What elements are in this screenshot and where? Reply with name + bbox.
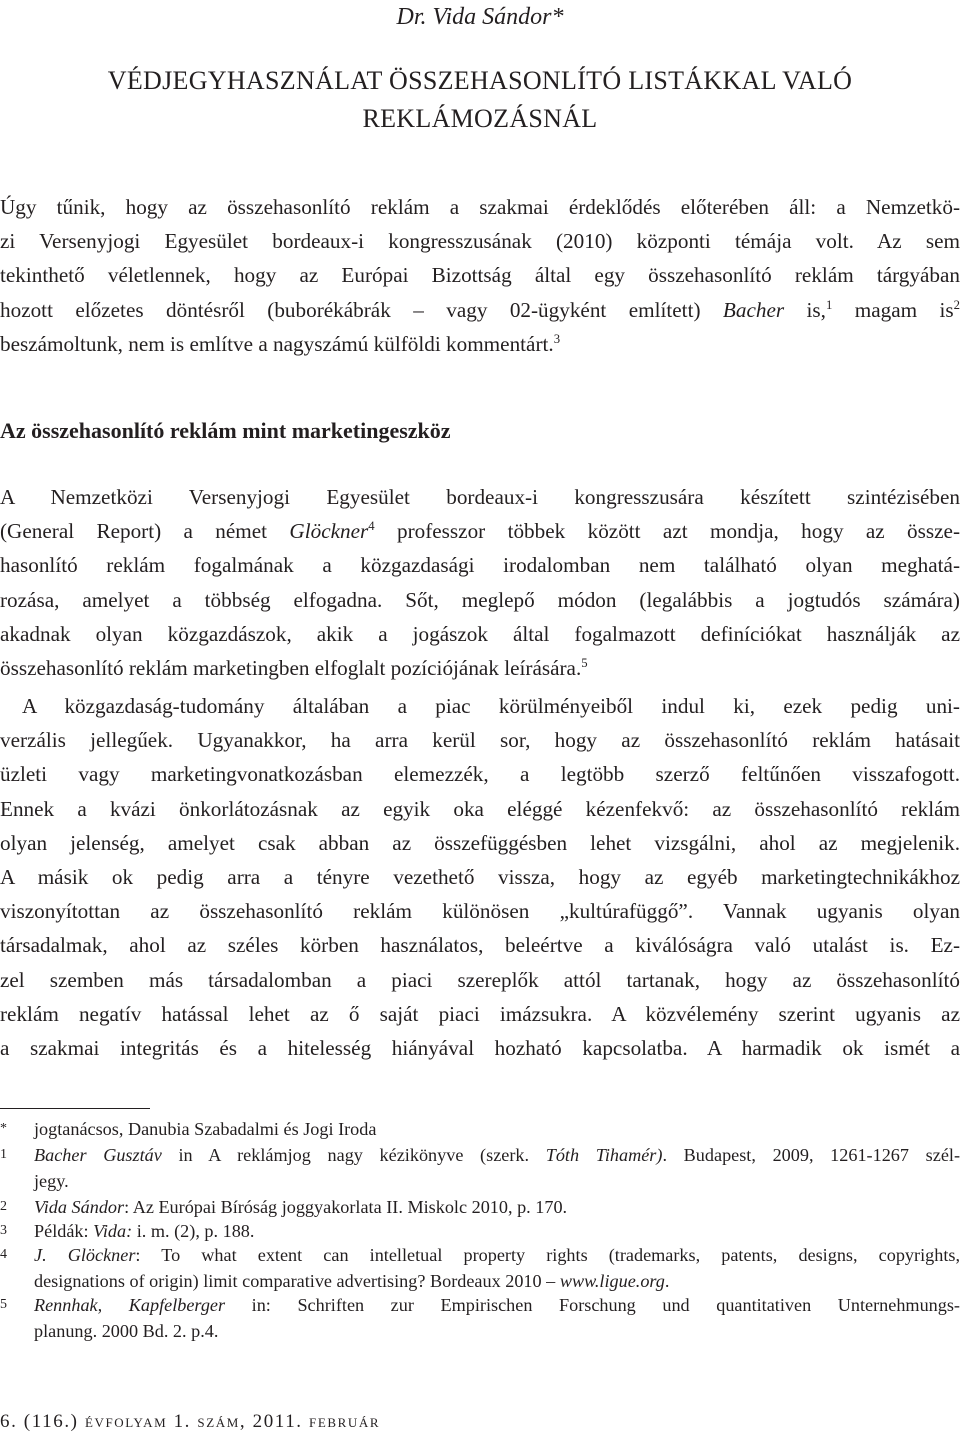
text-line	[0, 651, 960, 685]
footnote-text	[34, 1292, 960, 1318]
footnote-text	[34, 1218, 960, 1244]
italic-name: J. Glöckner	[34, 1245, 136, 1265]
text-run: beszámoltunk, nem is említve a nagyszámú külföldi kommentárt.	[0, 331, 554, 356]
footnote-mark: 4	[0, 1247, 7, 1262]
text-run: hozott előzetes döntésről (buborékábrák – vagy 02-ügyként említett)	[0, 297, 723, 322]
italic-name: Bacher Gusztáv	[34, 1145, 162, 1165]
text-line: rozása, amelyet a többség elfogadna. Sőt, meglepő módon (legalábbis a jogtudós számára)	[0, 587, 960, 612]
text-run: .	[664, 1271, 670, 1291]
text-line: viszonyítottan az összehasonlító reklám különösen „kultúrafüggő”. Vannak ugyanis olyan	[0, 899, 960, 924]
footnote-ref: 1	[825, 297, 833, 312]
italic-name: Rennhak, Kapfelberger	[34, 1295, 226, 1315]
footnote-ref: 5	[581, 655, 588, 670]
text-line	[0, 514, 960, 548]
footnote-mark: 5	[0, 1297, 7, 1312]
text-line: társadalmak, ahol az széles körben használatos, beleértve a kiválóságra való utalást is. Ez-	[0, 933, 960, 958]
footnote-mark: 1	[0, 1147, 7, 1162]
text-run: : Az Európai Bíróság joggyakorlata II. Miskolc 2010, p. 170.	[124, 1197, 568, 1217]
italic-name: Bacher	[722, 297, 785, 322]
text-run: is,	[784, 297, 826, 322]
footnote-text: planung. 2000 Bd. 2. p.4.	[34, 1321, 219, 1341]
footnote-ref: 4	[368, 519, 375, 534]
footnote-text	[34, 1268, 960, 1294]
author-line: Dr. Vida Sándor*	[396, 4, 564, 30]
footnote-text	[34, 1194, 960, 1220]
text-line: Úgy tűnik, hogy az összehasonlító reklám a szakmai érdeklődés előterében áll: a Nemzetkö-	[0, 195, 960, 219]
text-line	[0, 293, 960, 327]
text-line: A közgazdaság-tudomány általában a piac körülményeiből indul ki, ezek pedig uni-	[22, 694, 960, 718]
footnote-mark: *	[0, 1121, 7, 1136]
footnote-link[interactable]: www.ligue.org	[559, 1271, 665, 1291]
text-line: zel szemben más társadalomban a piaci szereplők attól tartanak, hogy az összehasonlító	[0, 967, 960, 992]
italic-name: Tóth Tihamér)	[545, 1145, 663, 1165]
text-line: hasonlító reklám fogalmának a közgazdasági irodalomban nem található olyan meghatá-	[0, 553, 960, 578]
footnote-text	[34, 1142, 960, 1168]
intro-paragraph	[0, 190, 960, 361]
title-line-2: REKLÁMOZÁSNÁL	[362, 104, 598, 133]
text-line: A Nemzetközi Versenyjogi Egyesület bordeaux-i kongresszusára készített szintézisében	[0, 485, 960, 509]
italic-name: Vida Sándor	[34, 1197, 125, 1217]
text-run: Példák:	[34, 1221, 94, 1241]
text-run: (General Report) a német	[0, 519, 290, 544]
text-line: tekinthető véletlennek, hogy az Európai Bizottság által egy összehasonlító reklám tárgyában	[0, 263, 960, 288]
text-run: designations of origin) limit comparative advertising? Bordeaux 2010 –	[34, 1271, 560, 1291]
page-footer: 6. (116.) évfolyam 1. szám, 2011. február	[0, 1411, 381, 1432]
text-run: magam is	[832, 297, 954, 322]
text-line: A másik ok pedig arra a tényre vezethető vissza, hogy az egyéb marketingtechnikákhoz	[0, 865, 960, 890]
text-line: Ennek a kvázi önkorlátozásnak az egyik oka eléggé kézenfekvő: az összehasonlító reklám	[0, 796, 960, 821]
footnote-ref: 3	[553, 331, 561, 346]
text-line: a szakmai integritás és a hitelesség hiányával hozható kapcsolatba. A harmadik ok ismét a	[0, 1036, 960, 1061]
body-paragraph-2	[0, 689, 960, 1065]
footnote-separator	[0, 1108, 150, 1109]
text-run: i. m. (2), p. 188.	[132, 1221, 255, 1241]
text-line: üzleti vagy marketingvonatkozásban elemezzék, a legtöbb szerző feltűnően visszafogott.	[0, 762, 960, 787]
italic-name: Vida:	[93, 1221, 133, 1241]
footnote-ref: 2	[953, 297, 960, 312]
text-run: professzor többek között azt mondja, hogy az össze-	[374, 519, 960, 544]
body-paragraph-1	[0, 480, 960, 685]
text-line: reklám negatív hatással lehet az ő saját piaci imázsukra. A közvélemény szerint ugyanis az	[0, 1001, 960, 1026]
footnote-text: jegy.	[34, 1171, 69, 1191]
article-title	[0, 62, 960, 138]
text-run: in A reklámjog nagy kézikönyve (szerk.	[161, 1145, 546, 1165]
italic-name: Glöckner	[289, 519, 369, 544]
text-line	[0, 327, 960, 361]
footnote-mark: 3	[0, 1223, 7, 1238]
text-run: összehasonlító reklám marketingben elfoglalt pozíciójának leírására.	[0, 656, 582, 681]
text-run: : To what extent can intelletual property rights (trademarks, patents, designs, copyrights,	[135, 1245, 960, 1265]
text-line: zi Versenyjogi Egyesület bordeaux-i kongresszusának (2010) központi témája volt. Az sem	[0, 229, 960, 254]
title-line-1: VÉDJEGYHASZNÁLAT ÖSSZEHASONLÍTÓ LISTÁKKAL VALÓ	[107, 66, 853, 95]
footnote-text: jogtanácsos, Danubia Szabadalmi és Jogi Iroda	[34, 1119, 377, 1139]
footnote-text	[34, 1242, 960, 1268]
text-run: . Budapest, 2009, 1261-1267 szél-	[662, 1145, 960, 1165]
text-line: verzális jellegűek. Ugyanakkor, ha arra kerül sor, hogy az összehasonlító reklám hatásait	[0, 728, 960, 753]
text-run: in: Schriften zur Empirischen Forschung und quantitativen Unternehmungs-	[225, 1295, 960, 1315]
text-line: akadnak olyan közgazdászok, akik a jogászok által fogalmazott definíciókat használják az	[0, 621, 960, 646]
text-line: olyan jelenség, amelyet csak abban az összefüggésben lehet vizsgálni, ahol az megjelenik.	[0, 830, 960, 855]
footnote-mark: 2	[0, 1199, 7, 1214]
section-heading: Az összehasonlító reklám mint marketingeszköz	[0, 418, 451, 443]
